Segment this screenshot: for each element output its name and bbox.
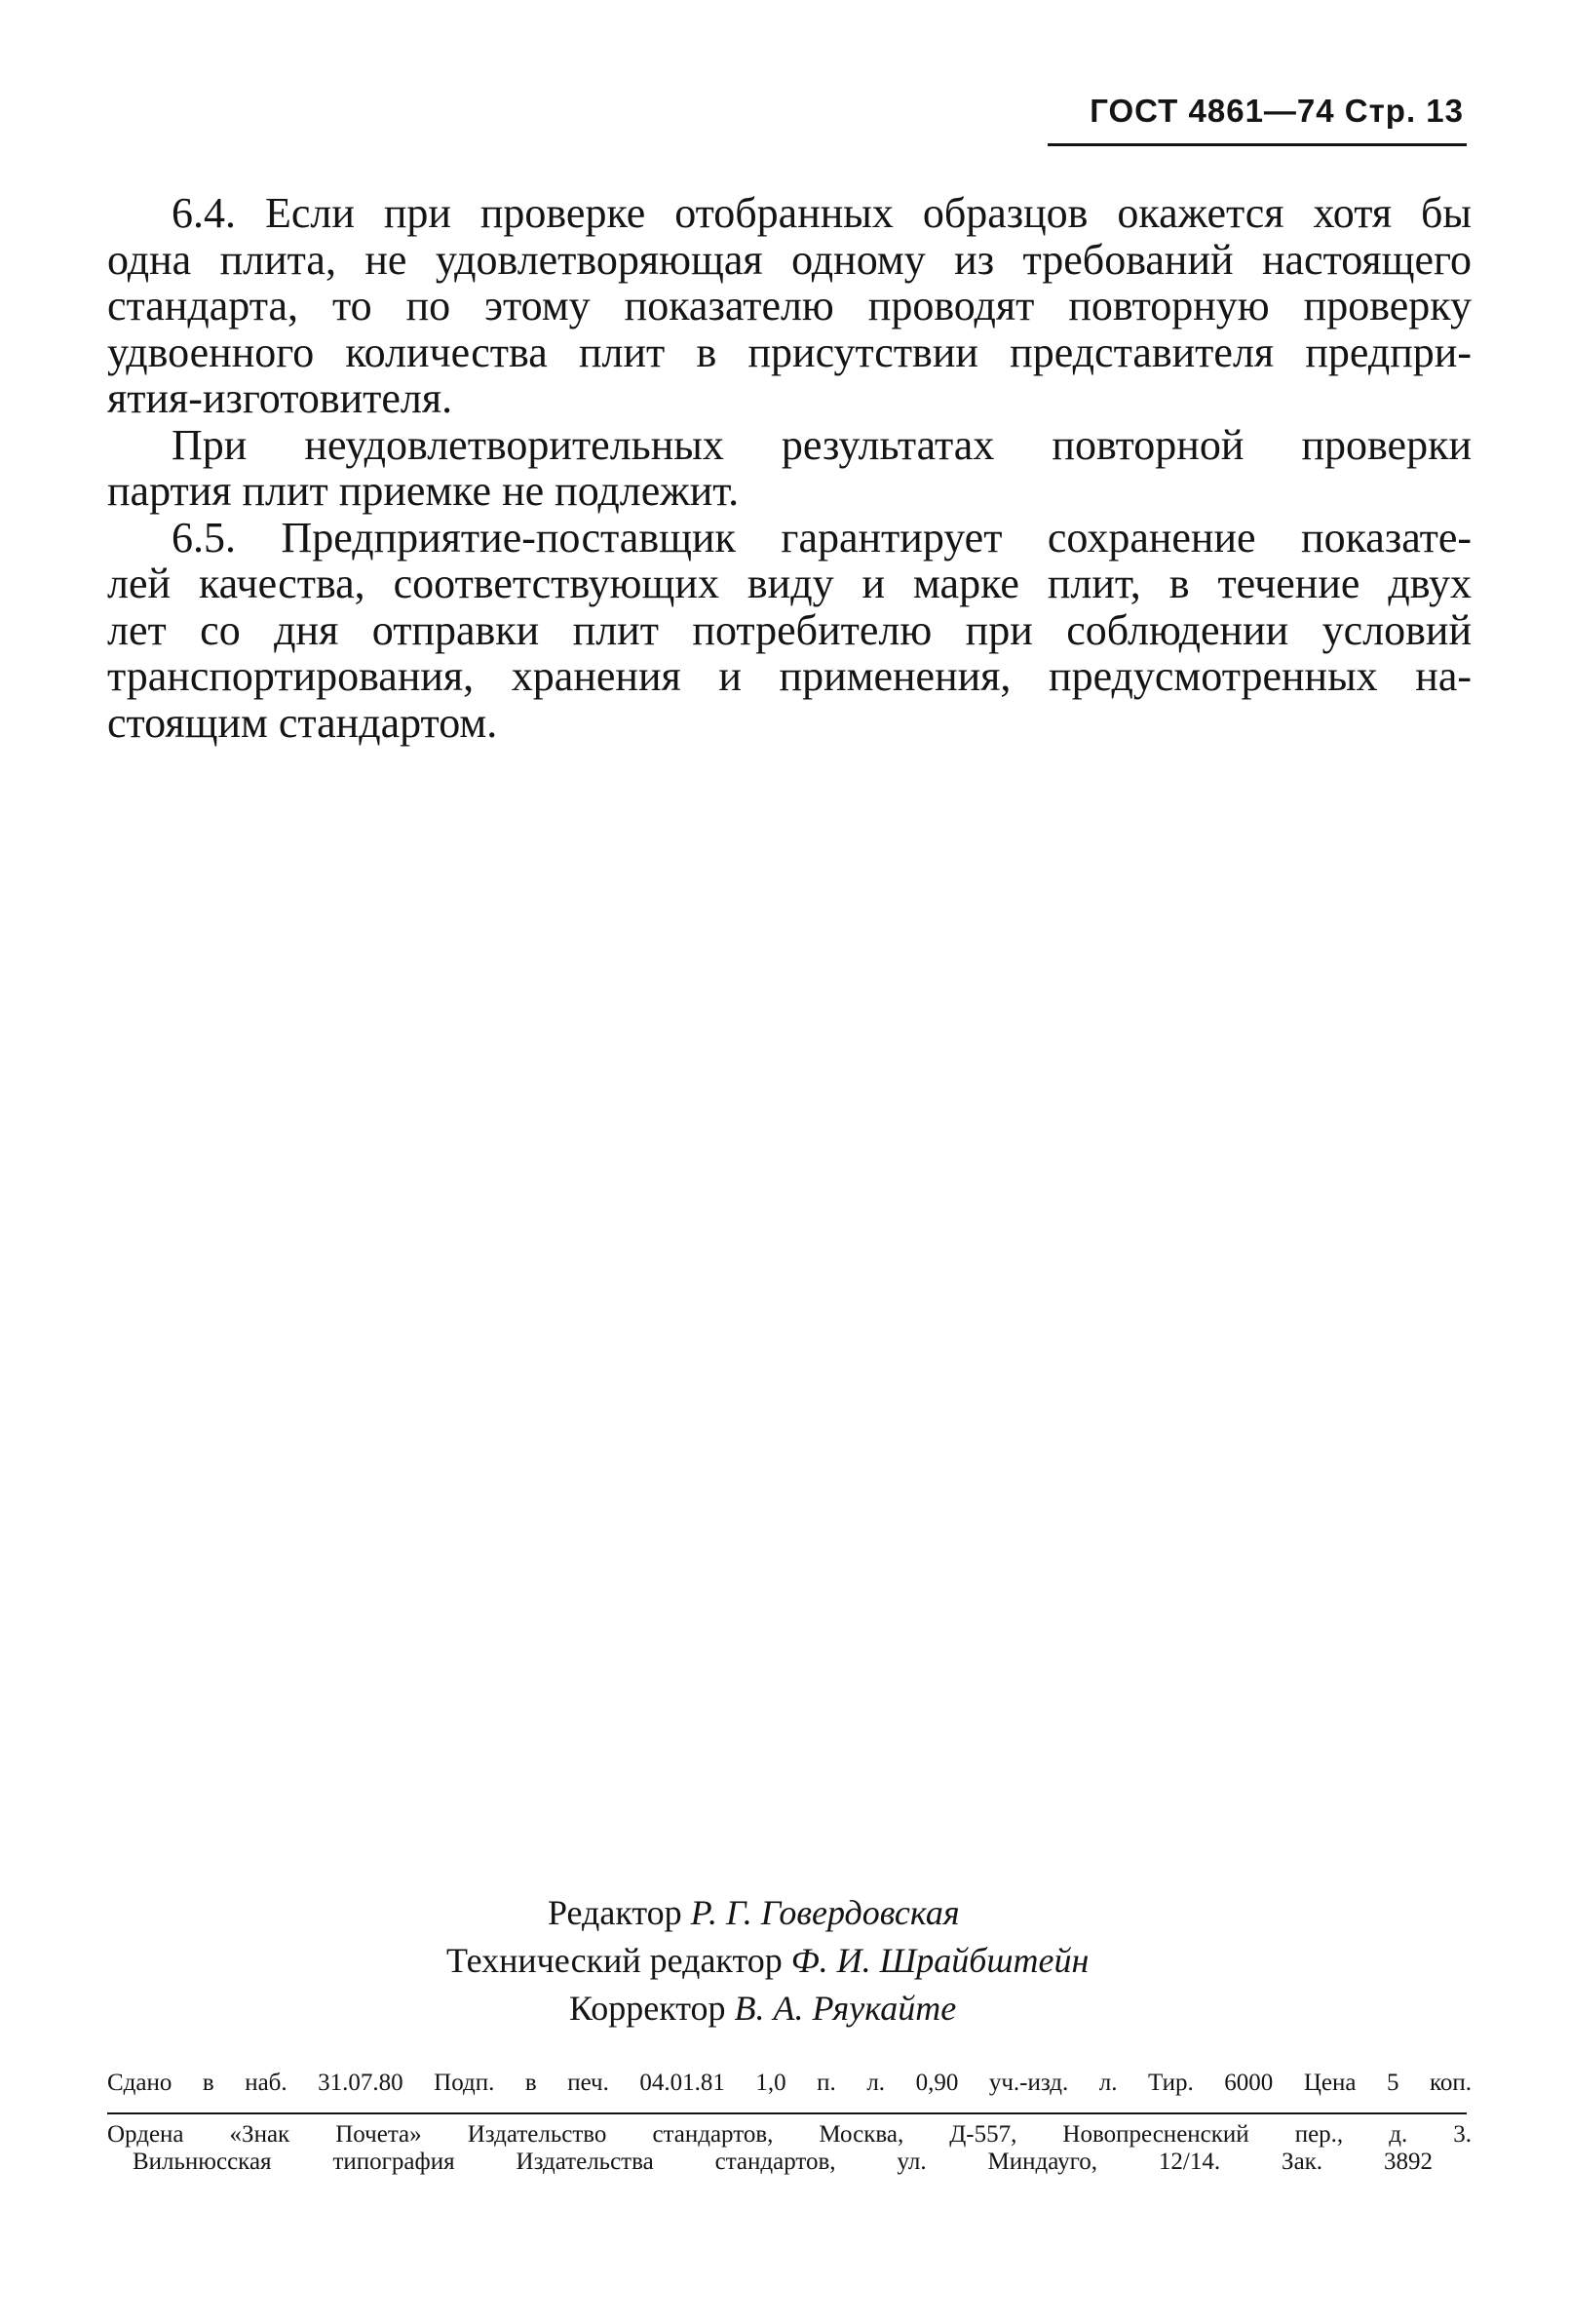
credit-name: В. А. Ряукайте: [734, 1989, 957, 2028]
text-line: стандарта, то по этому показателю проводят повторную проверку: [107, 282, 1472, 329]
text-line: При неудовлетворительных результатах повторной проверки: [172, 420, 1472, 469]
body-text: [107, 190, 1472, 746]
text-line: 6.5. Предприятие-поставщик гарантирует сохранение показате-: [172, 513, 1472, 562]
credit-technical-editor: [446, 1937, 1089, 1985]
text-line: одна плита, не удовлетворяющая одному из требований настоящего: [107, 235, 1472, 284]
footer-line: Ордена «Знак Почета» Издательство стандартов, Москва, Д-557, Новопресненский пер., д. 3.: [107, 2121, 1472, 2148]
text-line: 6.4. Если при проверке отобранных образцов окажется хотя бы: [172, 189, 1472, 237]
imprint-line: Сдано в наб. 31.07.80 Подп. в печ. 04.01.81 1,0 п. л. 0,90 уч.-изд. л. Тир. 6000 Цена 5 коп.: [107, 2070, 1472, 2096]
text-line: лет со дня отправки плит потребителю при соблюдении условий: [107, 605, 1472, 654]
credit-role: Технический редактор: [446, 1941, 783, 1980]
text-line: удвоенного количества плит в присутствии представителя предпри-: [107, 328, 1472, 376]
paragraph-6-5: [107, 515, 1472, 747]
credit-proofreader: [569, 1985, 956, 2033]
footer-line: Вильнюсская типография Издательства стандартов, ул. Миндауго, 12/14. Зак. 3892: [133, 2149, 1433, 2175]
credit-role: Редактор: [548, 1893, 682, 1932]
credit-name: Ф. И. Шрайбштейн: [790, 1941, 1090, 1980]
header-rule: [1048, 143, 1467, 146]
text-line: партия плит приемке не подлежит.: [107, 467, 740, 515]
paragraph-6-4-cont: [107, 422, 1472, 515]
imprint-rule: [107, 2112, 1467, 2114]
text-line: ятия-изготовителя.: [107, 374, 453, 422]
text-line: лей качества, соответствующих виду и марке плит, в течение двух: [107, 560, 1472, 607]
credit-role: Корректор: [569, 1989, 726, 2028]
paragraph-6-4: [107, 190, 1472, 422]
page-header: ГОСТ 4861—74 Стр. 13: [1090, 93, 1464, 129]
text-line: транспортирования, хранения и применения, предусмотренных на-: [107, 652, 1472, 700]
publisher-footer: [107, 2121, 1472, 2176]
text-line: стоящим стандартом.: [107, 698, 498, 747]
credit-name: Р. Г. Говердовская: [690, 1893, 960, 1932]
credit-editor: [548, 1889, 960, 1937]
